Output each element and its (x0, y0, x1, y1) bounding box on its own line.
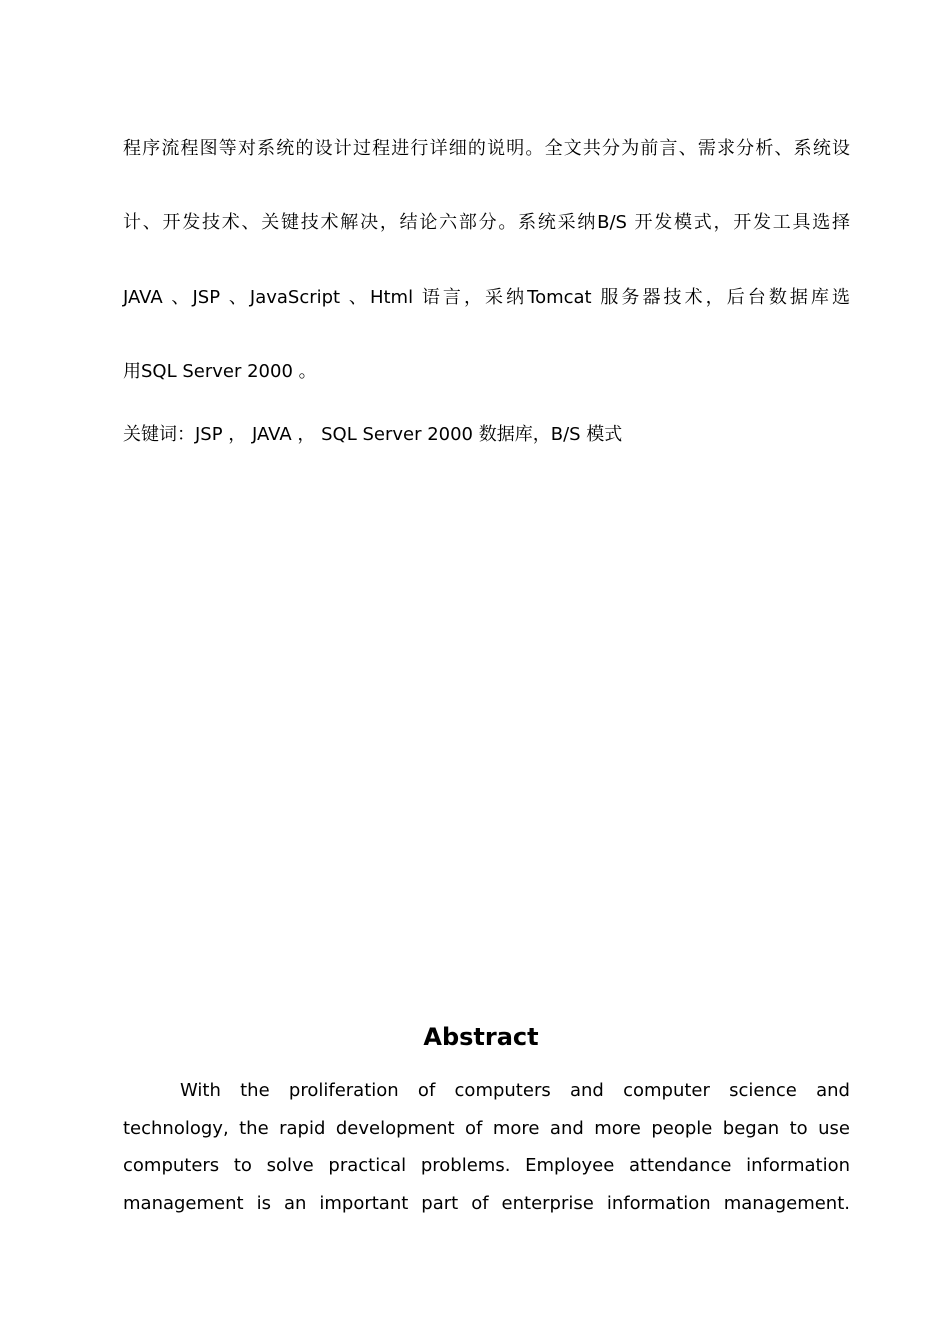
english-abstract-line-1: With the proliferation of computers and computer science and (180, 1080, 850, 1101)
chinese-keywords: 关键词：JSP ， JAVA ， SQL Server 2000 数据库，B/S 模式 (123, 424, 623, 445)
english-abstract-paragraph (123, 1072, 850, 1222)
english-abstract-line-3: computers to solve practical problems. Employee attendance information (123, 1155, 850, 1176)
english-abstract-line-2: technology, the rapid development of more and more people began to use (123, 1117, 850, 1139)
chinese-abstract-line-4: 用SQL Server 2000 。 (123, 361, 317, 382)
abstract-heading: Abstract (423, 1023, 539, 1051)
chinese-abstract-line-3: JAVA 、JSP 、JavaScript 、Html 语言，采纳Tomcat 服务器技术，后台数据库选 (123, 287, 850, 308)
chinese-abstract-line-2: 计、开发技术、关键技术解决，结论六部分。系统采纳B/S 开发模式，开发工具选择 (123, 212, 850, 233)
chinese-abstract-line-1: 程序流程图等对系统的设计过程进行详细的说明。全文共分为前言、需求分析、系统设 (123, 138, 850, 159)
english-abstract-line-4: management is an important part of enterprise information management. (123, 1192, 850, 1214)
